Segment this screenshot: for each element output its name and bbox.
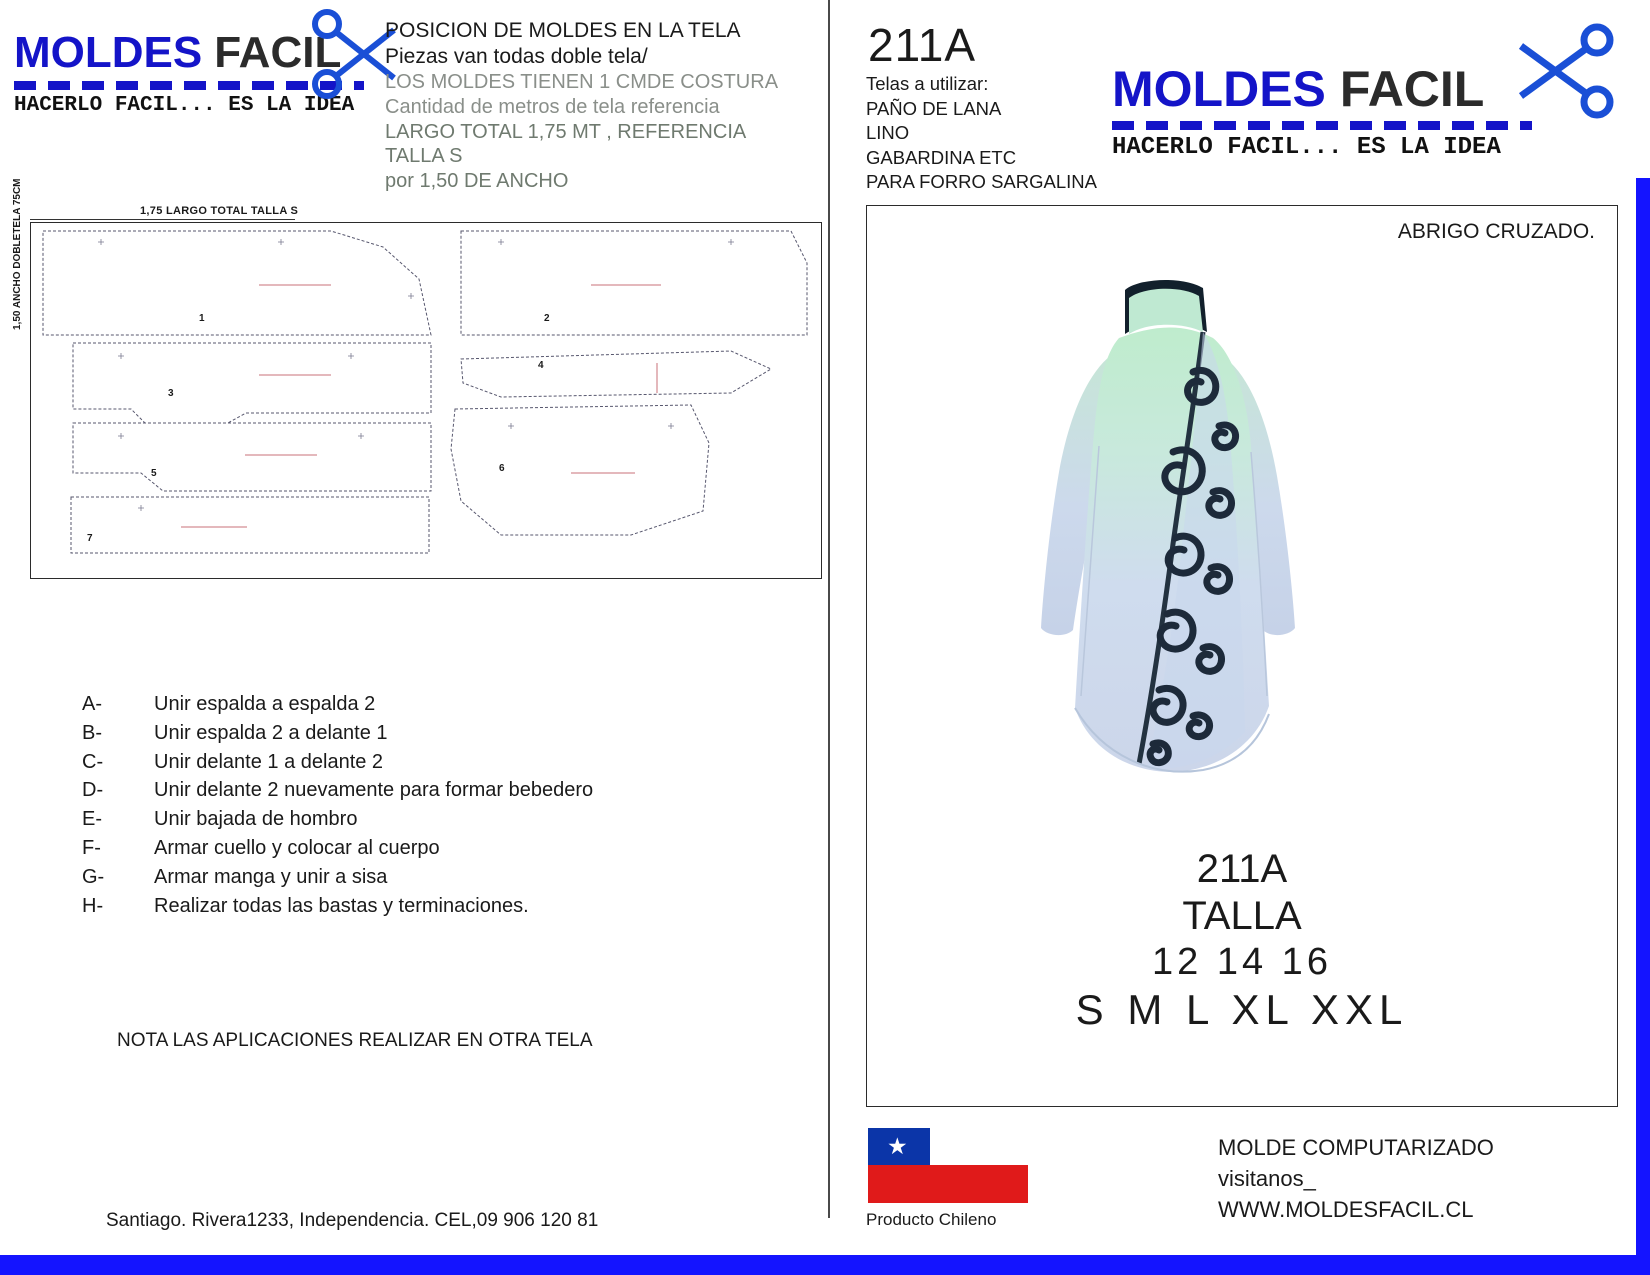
brand-dash-rule (1112, 121, 1532, 130)
footer-line-1: MOLDE COMPUTARIZADO (1218, 1135, 1494, 1160)
applications-note: NOTA LAS APLICACIONES REALIZAR EN OTRA TELA (117, 1030, 593, 1051)
flag-star-icon: ★ (887, 1133, 908, 1159)
footer-block (1218, 1132, 1494, 1226)
step-key: D- (82, 779, 104, 802)
list-item (82, 748, 593, 777)
step-text: Armar cuello y colocar al cuerpo (154, 836, 440, 859)
piece-label-5: 5 (151, 468, 157, 479)
header-line-2: Piezas van todas doble tela/ (385, 45, 648, 69)
brand-logo-right (1112, 60, 1532, 161)
brand-tagline: HACERLO FACIL... ES LA IDEA (14, 94, 355, 117)
step-key: H- (82, 894, 104, 917)
size-code: 211A (1196, 847, 1288, 891)
step-key: G- (82, 865, 105, 888)
step-text: Realizar todas las bastas y terminaciones. (154, 894, 529, 917)
list-item (82, 834, 593, 863)
fabric-item: LINO (866, 122, 910, 144)
size-numeric: 12 14 16 (1152, 941, 1332, 984)
layout-side-label: 1,50 ANCHO DOBLETELA 75CM (12, 178, 23, 330)
fabric-item: PAÑO DE LANA (866, 97, 1002, 119)
coat-illustration (1007, 276, 1337, 836)
header-line-4: Cantidad de metros de tela referencia (385, 95, 720, 118)
footer-line-2: visitanos_ (1218, 1166, 1316, 1192)
fabric-item: PARA FORRO SARGALINA (866, 171, 1097, 193)
address-line: Santiago. Rivera1233, Independencia. CEL,09 906 120 81 (106, 1210, 599, 1231)
fabric-item: GABARDINA ETC (866, 146, 1017, 168)
piece-label-6: 6 (499, 463, 505, 474)
step-text: Unir espalda 2 a delante 1 (154, 721, 388, 744)
brand-name-bold: MOLDES (14, 28, 203, 77)
step-key: A- (82, 693, 102, 715)
brand-name-light: FACIL (1339, 61, 1485, 117)
header-line-1: POSICION DE MOLDES EN LA TELA (385, 19, 741, 42)
piece-label-1: 1 (199, 313, 205, 324)
size-block (867, 846, 1617, 1035)
right-accent-bar (1636, 178, 1650, 1275)
list-item (82, 776, 593, 805)
flag-caption: Producto Chileno (866, 1210, 997, 1229)
brand-name-bold: MOLDES (1112, 61, 1326, 117)
coat-photo (1007, 276, 1337, 836)
step-text: Unir delante 2 nuevamente para formar bebedero (154, 779, 594, 802)
step-key: C- (82, 750, 104, 773)
step-text: Armar manga y unir a sisa (154, 865, 388, 888)
layout-top-label: 1,75 LARGO TOTAL TALLA S (140, 205, 299, 217)
header-line-6: por 1,50 DE ANCHO (385, 170, 569, 193)
list-item (82, 805, 593, 834)
piece-label-3: 3 (168, 388, 174, 399)
step-text: Unir espalda a espalda 2 (154, 693, 376, 715)
step-key: E- (82, 808, 102, 831)
size-letters: S M L XL XXL (1075, 986, 1409, 1034)
piece-label-4: 4 (538, 360, 544, 371)
header-line-5: LARGO TOTAL 1,75 MT , REFERENCIA TALLA S (385, 120, 746, 168)
step-text: Unir bajada de hombro (154, 808, 358, 831)
size-word: TALLA (1182, 894, 1302, 939)
pattern-pieces-drawing (31, 223, 819, 576)
piece-label-2: 2 (544, 313, 550, 324)
list-item (82, 863, 593, 892)
piece-label-7: 7 (87, 533, 93, 544)
step-text: Unir delante 1 a delante 2 (154, 750, 384, 773)
assembly-steps-list (82, 690, 593, 920)
step-key: F- (82, 836, 101, 859)
brand-tagline: HACERLO FACIL... ES LA IDEA (1112, 134, 1501, 161)
pattern-code-title: 211A (868, 19, 977, 71)
brand-name-light: FACIL (214, 28, 342, 77)
pattern-layout-box (30, 222, 822, 579)
header-line-3: LOS MOLDES TIENEN 1 CMDE COSTURA (385, 71, 779, 94)
page-divider (828, 0, 830, 1218)
list-item (82, 690, 593, 719)
flag-white-band (930, 1128, 1028, 1165)
list-item (82, 719, 593, 748)
website-link[interactable]: WWW.MOLDESFACIL.CL (1218, 1197, 1474, 1223)
product-label: ABRIGO CRUZADO. (1397, 220, 1595, 243)
fabrics-list (866, 72, 1097, 195)
flag-red-band (868, 1165, 1028, 1203)
chile-flag-icon (868, 1128, 1028, 1203)
left-header-text (385, 18, 785, 194)
list-item (82, 892, 593, 921)
scissors-icon (1505, 22, 1615, 127)
layout-top-rule (30, 219, 295, 220)
bottom-accent-bar (0, 1255, 1650, 1275)
step-key: B- (82, 721, 102, 744)
product-photo-box (866, 205, 1618, 1107)
fabrics-title: Telas a utilizar: (866, 73, 989, 94)
